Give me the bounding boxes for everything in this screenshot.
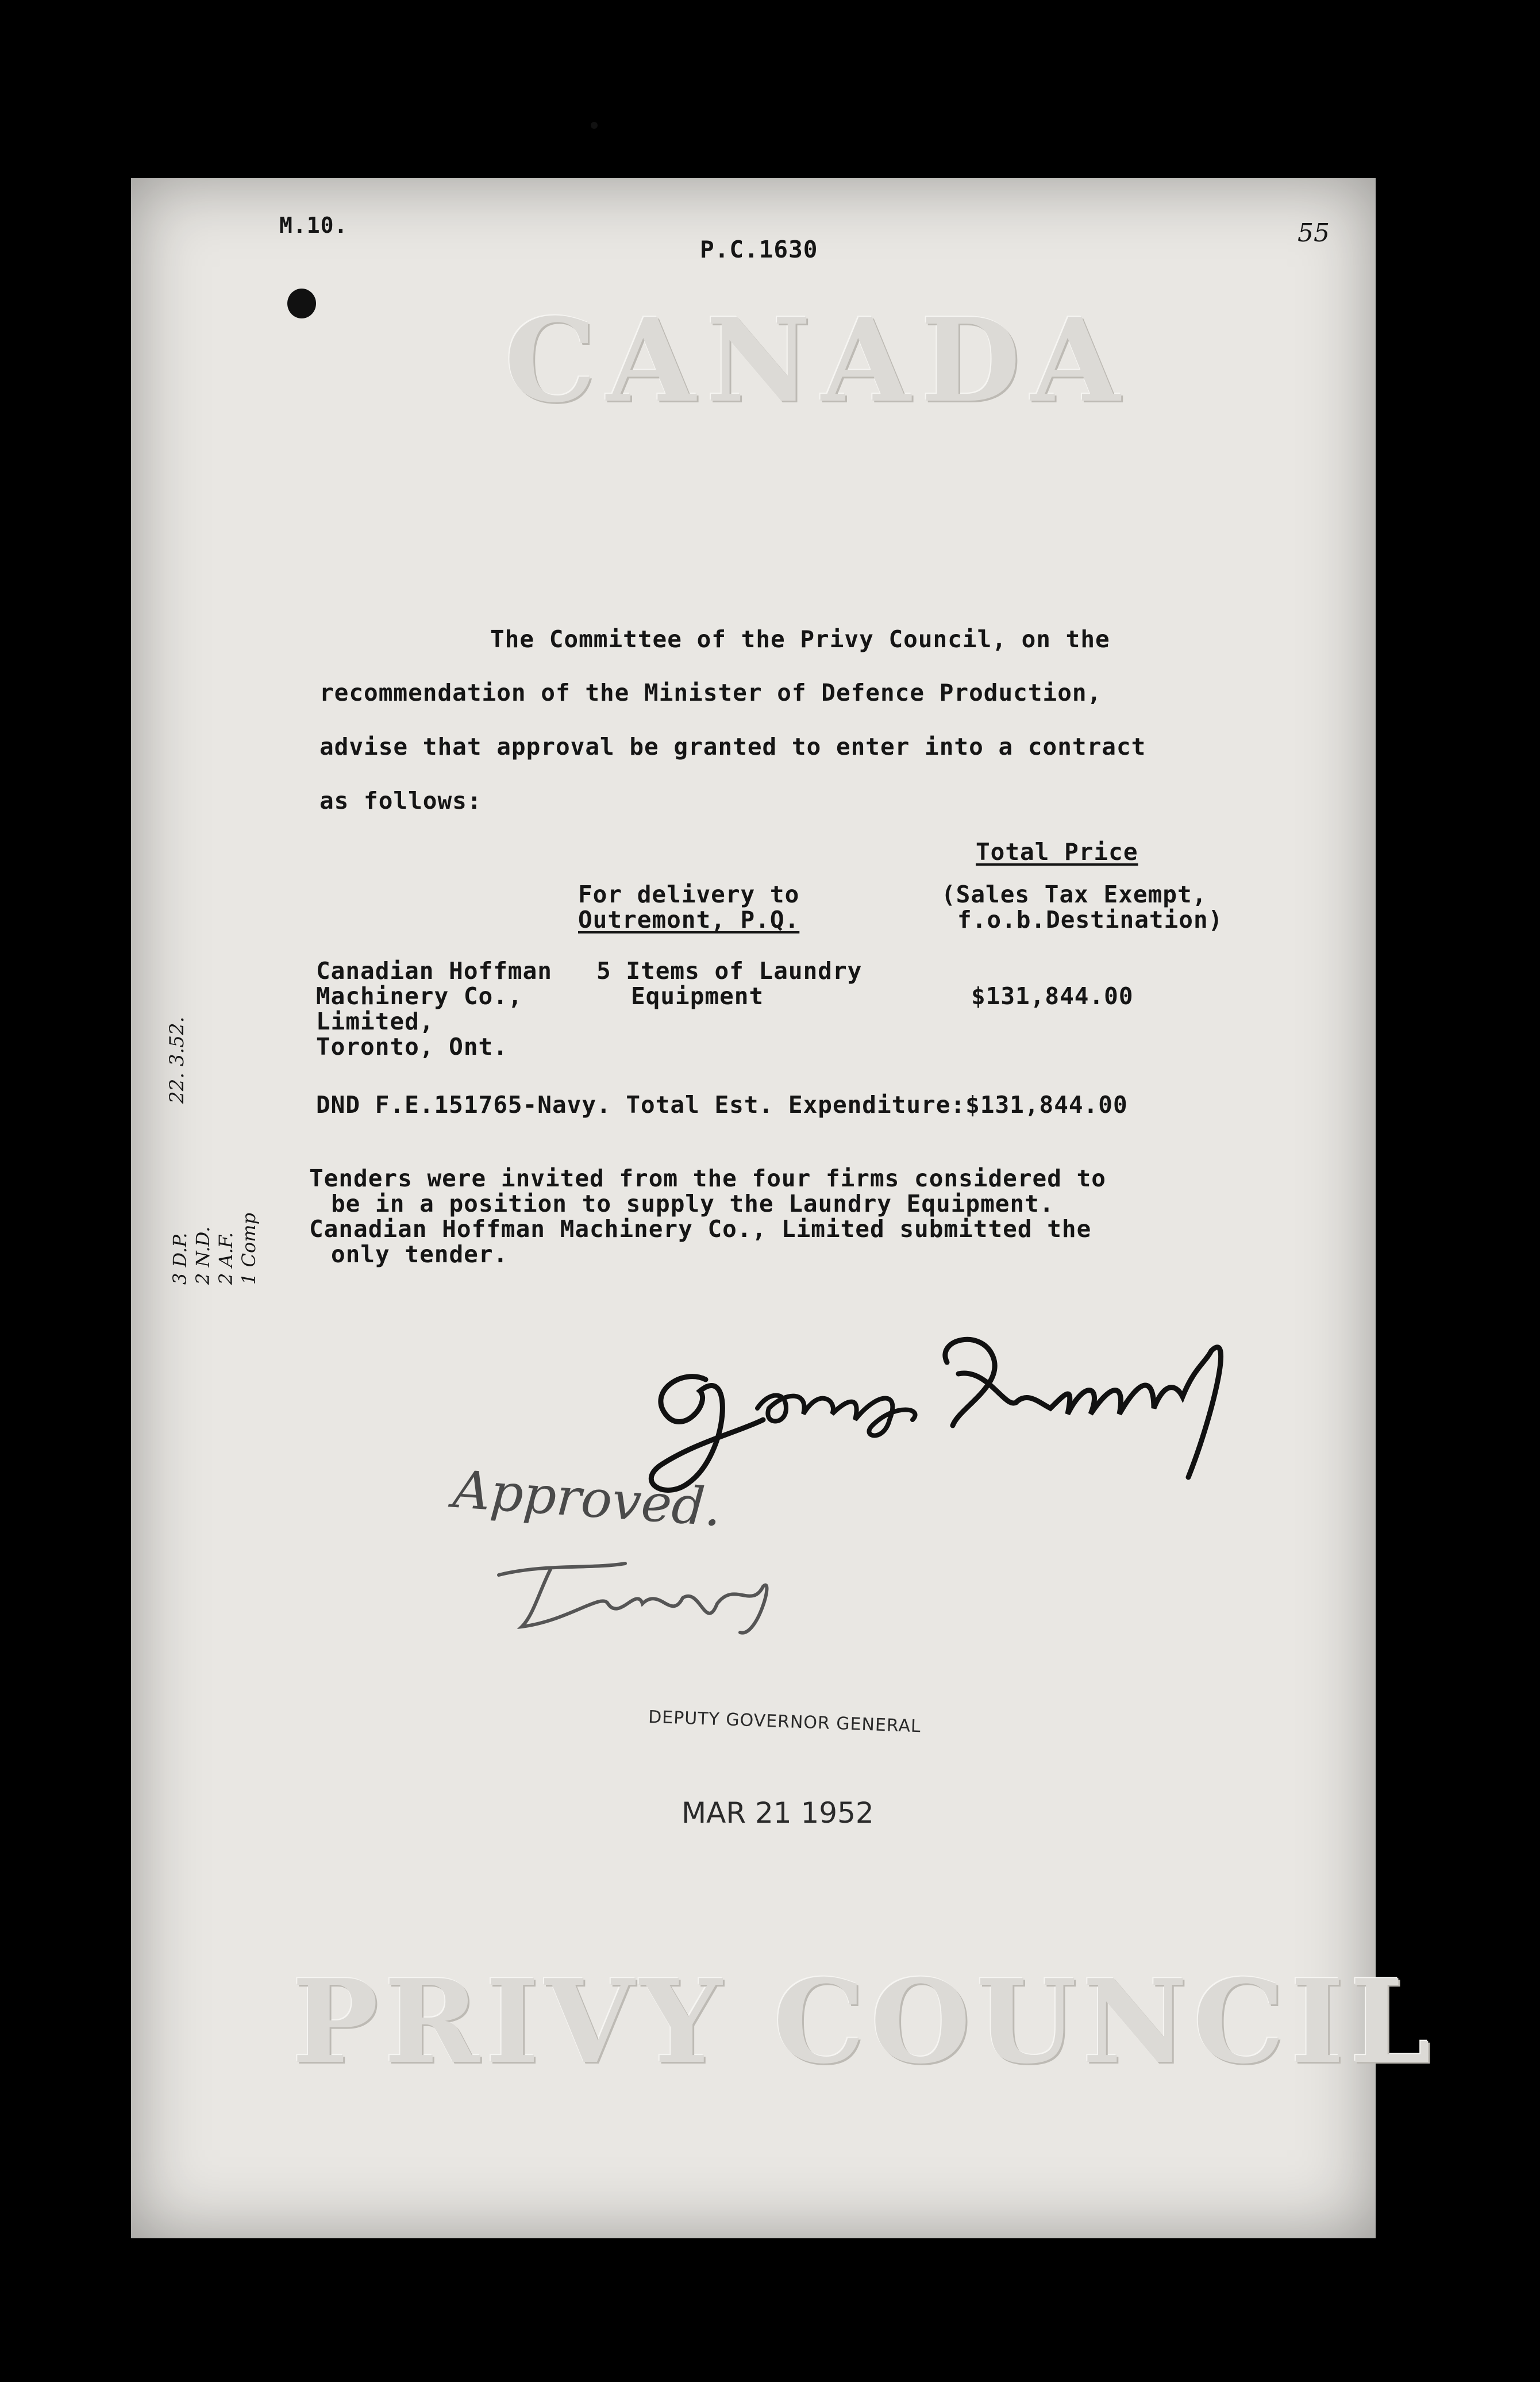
body-line-4: as follows:	[319, 787, 482, 815]
margin-note-3: 2 A.F.	[215, 1232, 237, 1285]
document-page	[131, 178, 1437, 2238]
tenders-line-2: be in a position to supply the Laundry Equipment.	[331, 1190, 1054, 1217]
margin-date: 22. 3.52.	[165, 1016, 188, 1104]
contractor-line-4: Toronto, Ont.	[316, 1033, 508, 1061]
stamp-title: DEPUTY GOVERNOR GENERAL	[648, 1707, 922, 1737]
margin-note-4: 1 Comp	[238, 1212, 260, 1285]
item-price: $131,844.00	[971, 982, 1134, 1010]
item-line-2: Equipment	[631, 982, 764, 1010]
emboss-privy-council: PRIVY COUNCIL	[292, 1954, 1437, 2089]
approval-initials	[487, 1552, 786, 1638]
film-speck	[591, 122, 598, 129]
contractor-line-3: Limited,	[316, 1008, 434, 1035]
margin-note-2: 2 N.D.	[192, 1226, 214, 1285]
tenders-line-4: only tender.	[331, 1240, 509, 1268]
emboss-canada: CANADA	[505, 293, 1130, 428]
delivery-place: Outremont, P.Q.	[578, 906, 800, 933]
body-line-2: recommendation of the Minister of Defence Production,	[319, 679, 1102, 706]
expenditure-line: DND F.E.151765-Navy. Total Est. Expenditure:$131,844.00	[316, 1091, 1128, 1119]
tenders-line-3: Canadian Hoffman Machinery Co., Limited submitted the	[309, 1215, 1092, 1243]
order-number: P.C.1630	[700, 236, 818, 263]
margin-note-1: 3 D.P.	[169, 1232, 191, 1285]
tenders-line-1: Tenders were invited from the four firms considered to	[309, 1165, 1106, 1192]
approved-text: Approved.	[451, 1459, 723, 1539]
item-line-1: 5 Items of Laundry	[596, 957, 863, 985]
stamp-date: MAR 21 1952	[682, 1796, 874, 1830]
price-note-1: (Sales Tax Exempt,	[941, 881, 1207, 908]
delivery-heading: For delivery to	[578, 881, 800, 908]
file-code: M.10.	[279, 213, 348, 238]
price-note-2: f.o.b.Destination)	[957, 906, 1223, 933]
signature-image	[614, 1293, 1303, 1500]
price-heading: Total Price	[976, 838, 1138, 866]
page-number: 55	[1298, 218, 1330, 248]
body-line-1: The Committee of the Privy Council, on the	[490, 625, 1110, 653]
contractor-line-1: Canadian Hoffman	[316, 957, 552, 985]
punch-hole	[287, 289, 316, 318]
contractor-line-2: Machinery Co.,	[316, 982, 523, 1010]
body-line-3: advise that approval be granted to enter into a contract	[319, 733, 1146, 760]
